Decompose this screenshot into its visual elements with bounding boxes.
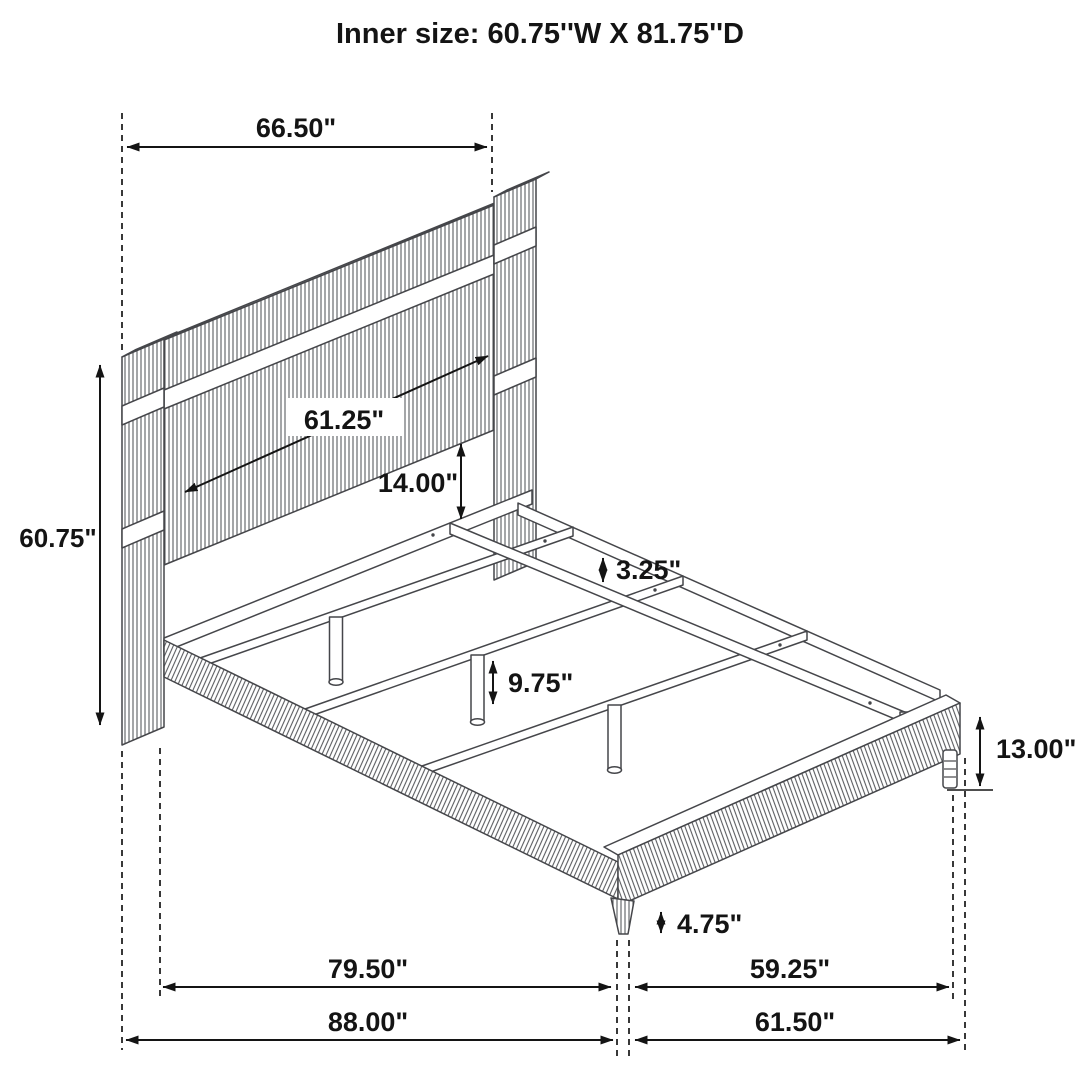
footboard-left-foot (611, 898, 634, 934)
footboard-right-foot (943, 750, 957, 788)
dim-overall-width: 61.50" (754, 1007, 836, 1037)
screw-dot (778, 643, 781, 646)
center-leg-2 (471, 655, 485, 725)
dim-panel-to-rail: 14.00" (377, 468, 459, 498)
dimension-annotations (19, 113, 1076, 1040)
center-leg-1 (329, 617, 343, 685)
dim-headboard-height: 60.75" (19, 523, 97, 553)
dim-inner-frame-width: 59.25" (749, 954, 831, 984)
dim-headboard-top-width: 66.50" (255, 113, 337, 143)
screw-dot (431, 533, 434, 536)
extension-lines (122, 113, 993, 1056)
footboard (618, 703, 960, 906)
screw-dot (543, 539, 546, 542)
right-side-rail (518, 503, 940, 702)
dim-panel-width: 61.25" (303, 405, 385, 435)
dim-inner-frame-depth: 79.50" (327, 954, 409, 984)
bed-drawing (122, 172, 960, 934)
center-leg-3 (608, 705, 622, 773)
dim-footboard-height: 13.00" (996, 734, 1077, 764)
dim-rail-to-slat: 3.25" (616, 555, 682, 585)
dim-center-leg-height: 9.75" (508, 668, 574, 698)
screw-dot (653, 588, 656, 591)
diagram-title: Inner size: 60.75''W X 81.75''D (336, 18, 744, 50)
dim-overall-depth: 88.00" (327, 1007, 409, 1037)
screw-dot (868, 701, 871, 704)
dim-foot-leg-height: 4.75" (677, 909, 743, 939)
